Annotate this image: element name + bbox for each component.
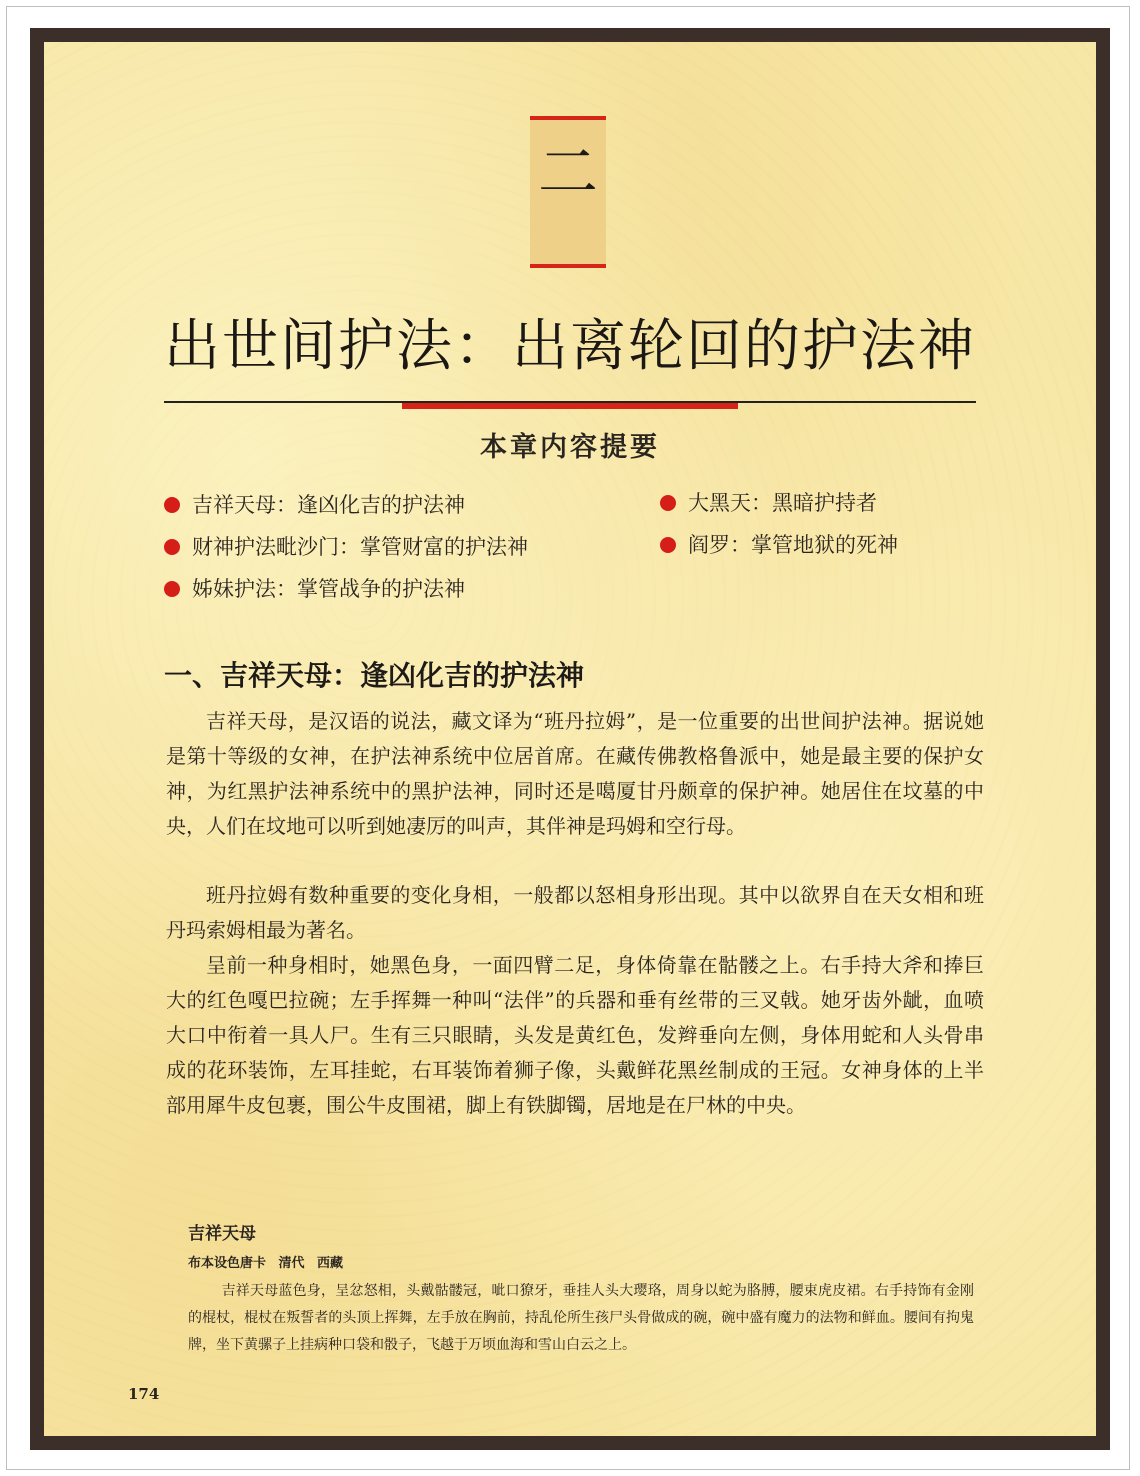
bullet-icon — [164, 539, 180, 555]
bullet-icon — [660, 495, 676, 511]
summary-item — [164, 574, 465, 604]
chapter-title: 出世间护法：出离轮回的护法神 — [164, 314, 976, 379]
summary-item-label: 姊妹护法：掌管战争的护法神 — [192, 577, 465, 601]
title-underline-accent — [402, 403, 738, 409]
bullet-icon — [660, 537, 676, 553]
body-paragraph: 呈前一种身相时，她黑色身，一面四臂二足，身体倚靠在骷髅之上。右手持大斧和捧巨大的红色嘎巴拉碗；左手挥舞一种叫“法伴”的兵器和垂有丝带的三叉戟。她牙齿外龇，血喷大口中衔着一具人尸。生有三只眼睛，头发是黄红色，发辫垂向左侧，身体用蛇和人头骨串成的花环装饰，左耳挂蛇，右耳装饰着狮子像，头戴鲜花黑丝制成的王冠。女神身体的上半部用犀牛皮包裹，围公牛皮围裙，脚上有铁脚镯，居地是在尸林的中央。 — [166, 953, 984, 1117]
summary-item — [164, 490, 465, 520]
body-paragraph: 吉祥天母，是汉语的说法，藏文译为“班丹拉姆”，是一位重要的出世间护法神。据说她是第十等级的女神，在护法神系统中位居首席。在藏传佛教格鲁派中，她是最主要的保护女神，为红黑护法神系统中的黑护法神，同时还是噶厦甘丹颇章的保护神。她居住在坟墓的中央，人们在坟地可以听到她凄厉的叫声，其伴神是玛姆和空行母。 — [166, 709, 984, 838]
summary-heading: 本章内容提要 — [480, 432, 660, 463]
section-heading: 一、吉祥天母：逢凶化吉的护法神 — [164, 659, 585, 692]
caption-title: 吉祥天母 — [188, 1224, 256, 1244]
summary-item-label: 大黑天：黑暗护持者 — [688, 491, 877, 515]
summary-item — [164, 532, 528, 562]
chapter-marker-bottom-line — [530, 264, 606, 268]
chapter-marker-top-line — [530, 116, 606, 120]
bullet-icon — [164, 497, 180, 513]
summary-item-label: 阎罗：掌管地狱的死神 — [688, 533, 898, 557]
caption-text: 吉祥天母蓝色身，呈忿怒相，头戴骷髅冠，呲口獠牙，垂挂人头大璎珞，周身以蛇为胳膊，腰束虎皮裙。右手持饰有金刚的棍杖，棍杖在叛誓者的头顶上挥舞，左手放在胸前，持乱伦所生孩尸头骨做成的碗，碗中盛有魔力的法物和鲜血。腰间有拘鬼牌，坐下黄骡子上挂病种口袋和骰子，飞越于万顷血海和雪山白云之上。 — [188, 1283, 974, 1353]
chapter-number: 二 — [538, 138, 598, 208]
body-paragraph: 班丹拉姆有数种重要的变化身相，一般都以怒相身形出现。其中以欲界自在天女相和班丹玛索姆相最为著名。 — [166, 883, 984, 942]
summary-item — [660, 488, 877, 518]
book-page — [44, 42, 1096, 1436]
caption-meta: 布本设色唐卡 清代 西藏 — [188, 1256, 344, 1271]
summary-item — [660, 530, 898, 560]
page-number: 174 — [128, 1385, 160, 1403]
summary-item-label: 吉祥天母：逢凶化吉的护法神 — [192, 493, 465, 517]
bullet-icon — [164, 581, 180, 597]
summary-item-label: 财神护法毗沙门：掌管财富的护法神 — [192, 535, 528, 559]
